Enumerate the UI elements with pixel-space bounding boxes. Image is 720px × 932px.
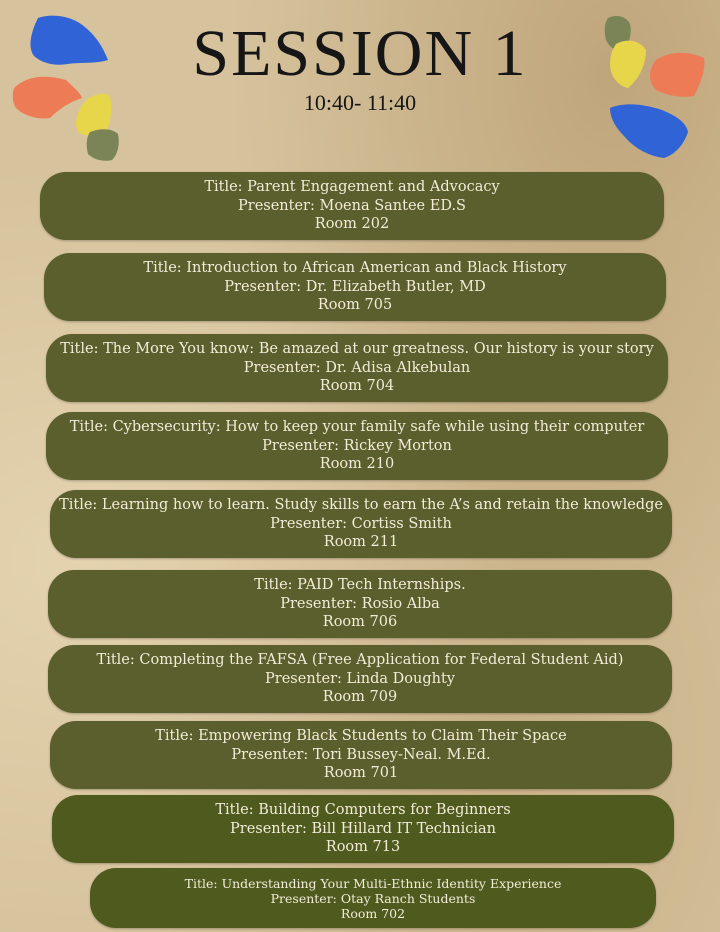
session-room: Room 702 bbox=[340, 905, 406, 921]
session-card bbox=[50, 721, 672, 789]
page-title: SESSION 1 bbox=[192, 17, 528, 90]
session-room: Room 713 bbox=[325, 839, 401, 856]
session-card bbox=[90, 868, 656, 928]
session-title: Title: Building Computers for Beginners bbox=[215, 802, 511, 819]
session-room: Room 705 bbox=[317, 297, 393, 314]
session-title: Title: Learning how to learn. Study skills to earn the A’s and retain the knowledge bbox=[59, 497, 663, 514]
session-presenter: Presenter: Linda Doughty bbox=[265, 670, 455, 687]
session-card bbox=[46, 334, 668, 402]
session-room: Room 210 bbox=[319, 456, 395, 473]
session-room: Room 211 bbox=[323, 534, 399, 551]
session-presenter: Presenter: Cortiss Smith bbox=[270, 515, 452, 532]
session-presenter: Presenter: Moena Santee ED.S bbox=[238, 197, 466, 214]
session-card bbox=[48, 570, 672, 638]
session-presenter: Presenter: Otay Ranch Students bbox=[270, 890, 476, 906]
session-presenter: Presenter: Dr. Elizabeth Butler, MD bbox=[224, 278, 486, 295]
session-room: Room 202 bbox=[314, 216, 390, 233]
session-title: Title: Completing the FAFSA (Free Application for Federal Student Aid) bbox=[96, 652, 624, 669]
session-presenter: Presenter: Tori Bussey-Neal. M.Ed. bbox=[231, 746, 491, 763]
session-presenter: Presenter: Dr. Adisa Alkebulan bbox=[243, 359, 471, 376]
session-room: Room 706 bbox=[322, 614, 398, 631]
session-title: Title: Cybersecurity: How to keep your family safe while using their computer bbox=[69, 419, 645, 436]
session-card bbox=[46, 412, 668, 480]
session-title: Title: PAID Tech Internships. bbox=[254, 577, 466, 594]
session-room: Room 709 bbox=[322, 689, 398, 706]
session-card bbox=[44, 253, 666, 321]
session-title: Title: The More You know: Be amazed at our greatness. Our history is your story bbox=[60, 341, 654, 358]
session-time: 10:40- 11:40 bbox=[303, 90, 417, 115]
session-card bbox=[40, 172, 664, 240]
session-title: Title: Understanding Your Multi-Ethnic Identity Experience bbox=[184, 875, 562, 891]
session-card bbox=[48, 645, 672, 713]
session-card bbox=[50, 490, 672, 558]
session-room: Room 704 bbox=[319, 378, 395, 395]
session-room: Room 701 bbox=[323, 765, 399, 782]
session-title: Title: Introduction to African American and Black History bbox=[143, 260, 567, 277]
session-title: Title: Empowering Black Students to Claim Their Space bbox=[155, 728, 567, 745]
session-presenter: Presenter: Rickey Morton bbox=[262, 437, 452, 454]
session-presenter: Presenter: Bill Hillard IT Technician bbox=[230, 820, 496, 837]
session-card bbox=[52, 795, 674, 863]
session-presenter: Presenter: Rosio Alba bbox=[280, 595, 440, 612]
session-title: Title: Parent Engagement and Advocacy bbox=[204, 179, 500, 196]
